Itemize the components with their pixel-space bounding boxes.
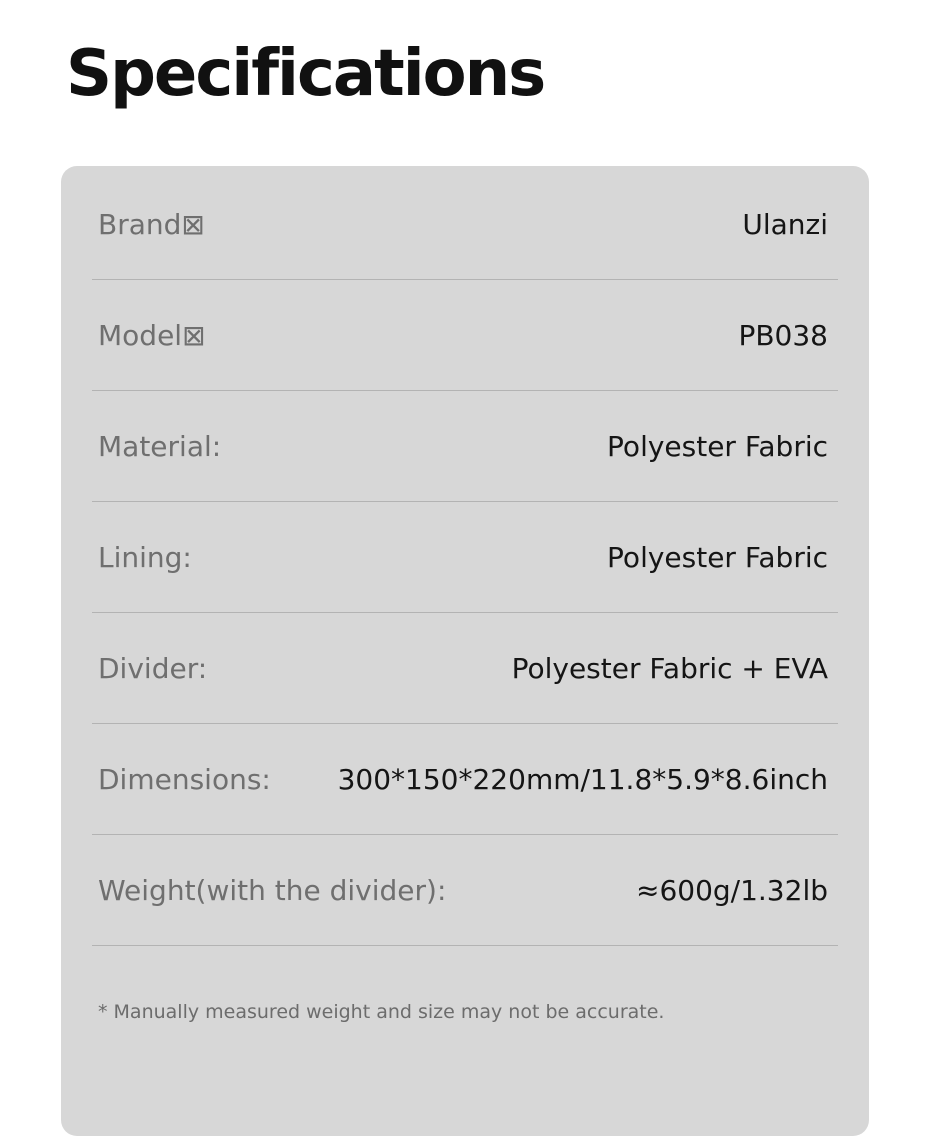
spec-row-weight [92,835,838,946]
spec-value: Polyester Fabric [607,540,828,574]
spec-label: Lining: [98,540,192,574]
measurement-disclaimer: * Manually measured weight and size may not be accurate. [98,1001,665,1023]
spec-row-lining [92,502,838,613]
spec-row-material [92,391,838,502]
spec-label: Model⊠ [98,318,206,352]
page-title: Specifications [66,37,545,111]
spec-row-brand [92,169,838,280]
spec-label: Divider: [98,651,208,685]
spec-label: Dimensions: [98,762,271,796]
spec-value: ≈600g/1.32lb [635,873,828,907]
spec-label: Weight(with the divider): [98,873,447,907]
spec-value: Polyester Fabric + EVA [511,651,828,685]
spec-label: Material: [98,429,222,463]
spec-value: Ulanzi [742,207,828,241]
spec-row-divider [92,613,838,724]
spec-list [92,169,838,946]
spec-value: PB038 [738,318,828,352]
spec-row-dimensions [92,724,838,835]
spec-value: Polyester Fabric [607,429,828,463]
spec-value: 300*150*220mm/11.8*5.9*8.6inch [337,762,828,796]
spec-label: Brand⊠ [98,207,205,241]
spec-row-model [92,280,838,391]
specifications-card [61,166,869,1136]
